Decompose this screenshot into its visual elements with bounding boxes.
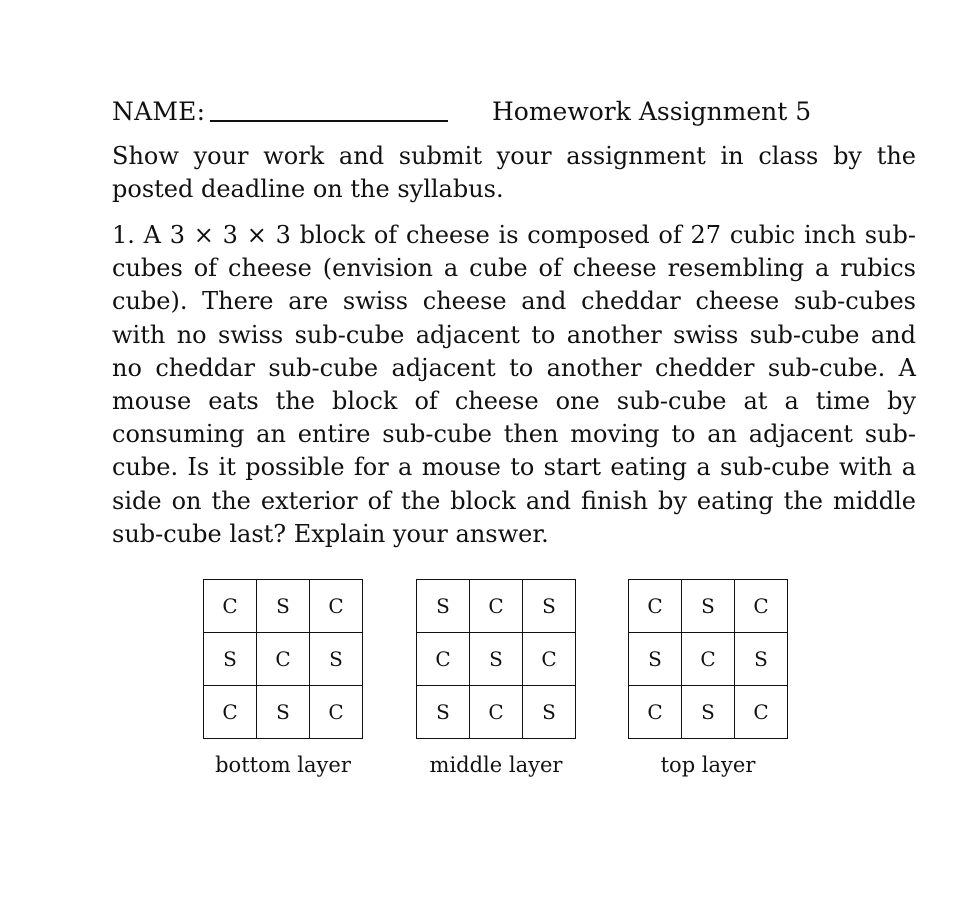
- name-blank-line: [210, 120, 448, 122]
- header: [112, 92, 916, 132]
- grid-cell: S: [735, 633, 788, 686]
- grid-cell: C: [310, 580, 363, 633]
- grid-cell: S: [310, 633, 363, 686]
- grid-row: [629, 633, 788, 686]
- grid-row: [417, 580, 576, 633]
- grid-cell: C: [417, 633, 470, 686]
- grid-cell: S: [257, 686, 310, 739]
- grid-row: [417, 686, 576, 739]
- grid-cell: C: [204, 686, 257, 739]
- layer-grid: [628, 579, 788, 739]
- grid-cell: S: [523, 686, 576, 739]
- grid-row: [629, 686, 788, 739]
- name-label: NAME:: [112, 97, 206, 126]
- instructions-text: Show your work and submit your assignment in class by the posted deadline on the syllabus.: [112, 142, 916, 203]
- grid-cell: S: [682, 686, 735, 739]
- grid-cell: C: [629, 580, 682, 633]
- assignment-title: Homework Assignment 5: [492, 97, 812, 126]
- grid-cell: C: [470, 580, 523, 633]
- grid-cell: S: [257, 580, 310, 633]
- grid-cell: C: [629, 686, 682, 739]
- grid-cell: C: [682, 633, 735, 686]
- grid-cell: C: [735, 686, 788, 739]
- grid-row: [204, 580, 363, 633]
- grid-cell: C: [523, 633, 576, 686]
- grid-row: [629, 580, 788, 633]
- grid-cell: C: [257, 633, 310, 686]
- grid-cell: S: [417, 580, 470, 633]
- grid-cell: S: [629, 633, 682, 686]
- layer-grid: [416, 579, 576, 739]
- middle-layer-diagram: [416, 579, 576, 777]
- layer-caption: middle layer: [429, 753, 563, 777]
- layer-caption: top layer: [660, 753, 756, 777]
- top-layer-diagram: [628, 579, 788, 777]
- grid-cell: C: [735, 580, 788, 633]
- layer-grid: [203, 579, 363, 739]
- grid-cell: S: [204, 633, 257, 686]
- problem-1-text: 1. A 3 × 3 × 3 block of cheese is composed of 27 cubic inch sub-cubes of cheese (envision a cube of cheese resembling a rubics cube). There are swiss cheese and cheddar cheese sub-cubes with no swiss sub-cube adjacent to another swiss sub-cube and no cheddar sub-cube adjacent to another chedder sub-cube. A mouse eats the block of cheese one sub-cube at a time by consuming an entire sub-cube then moving to an adjacent sub-cube. Is it possible for a mouse to start eating a sub-cube with a side on the exterior of the block and finish by eating the middle sub-cube last? Explain your answer.: [112, 221, 916, 548]
- grid-cell: C: [204, 580, 257, 633]
- grid-row: [204, 633, 363, 686]
- grid-cell: S: [417, 686, 470, 739]
- bottom-layer-diagram: [203, 579, 363, 777]
- grid-cell: S: [470, 633, 523, 686]
- grid-cell: S: [523, 580, 576, 633]
- layer-caption: bottom layer: [215, 753, 351, 777]
- grid-cell: S: [682, 580, 735, 633]
- grid-row: [417, 633, 576, 686]
- grid-cell: C: [470, 686, 523, 739]
- grid-row: [204, 686, 363, 739]
- grid-cell: C: [310, 686, 363, 739]
